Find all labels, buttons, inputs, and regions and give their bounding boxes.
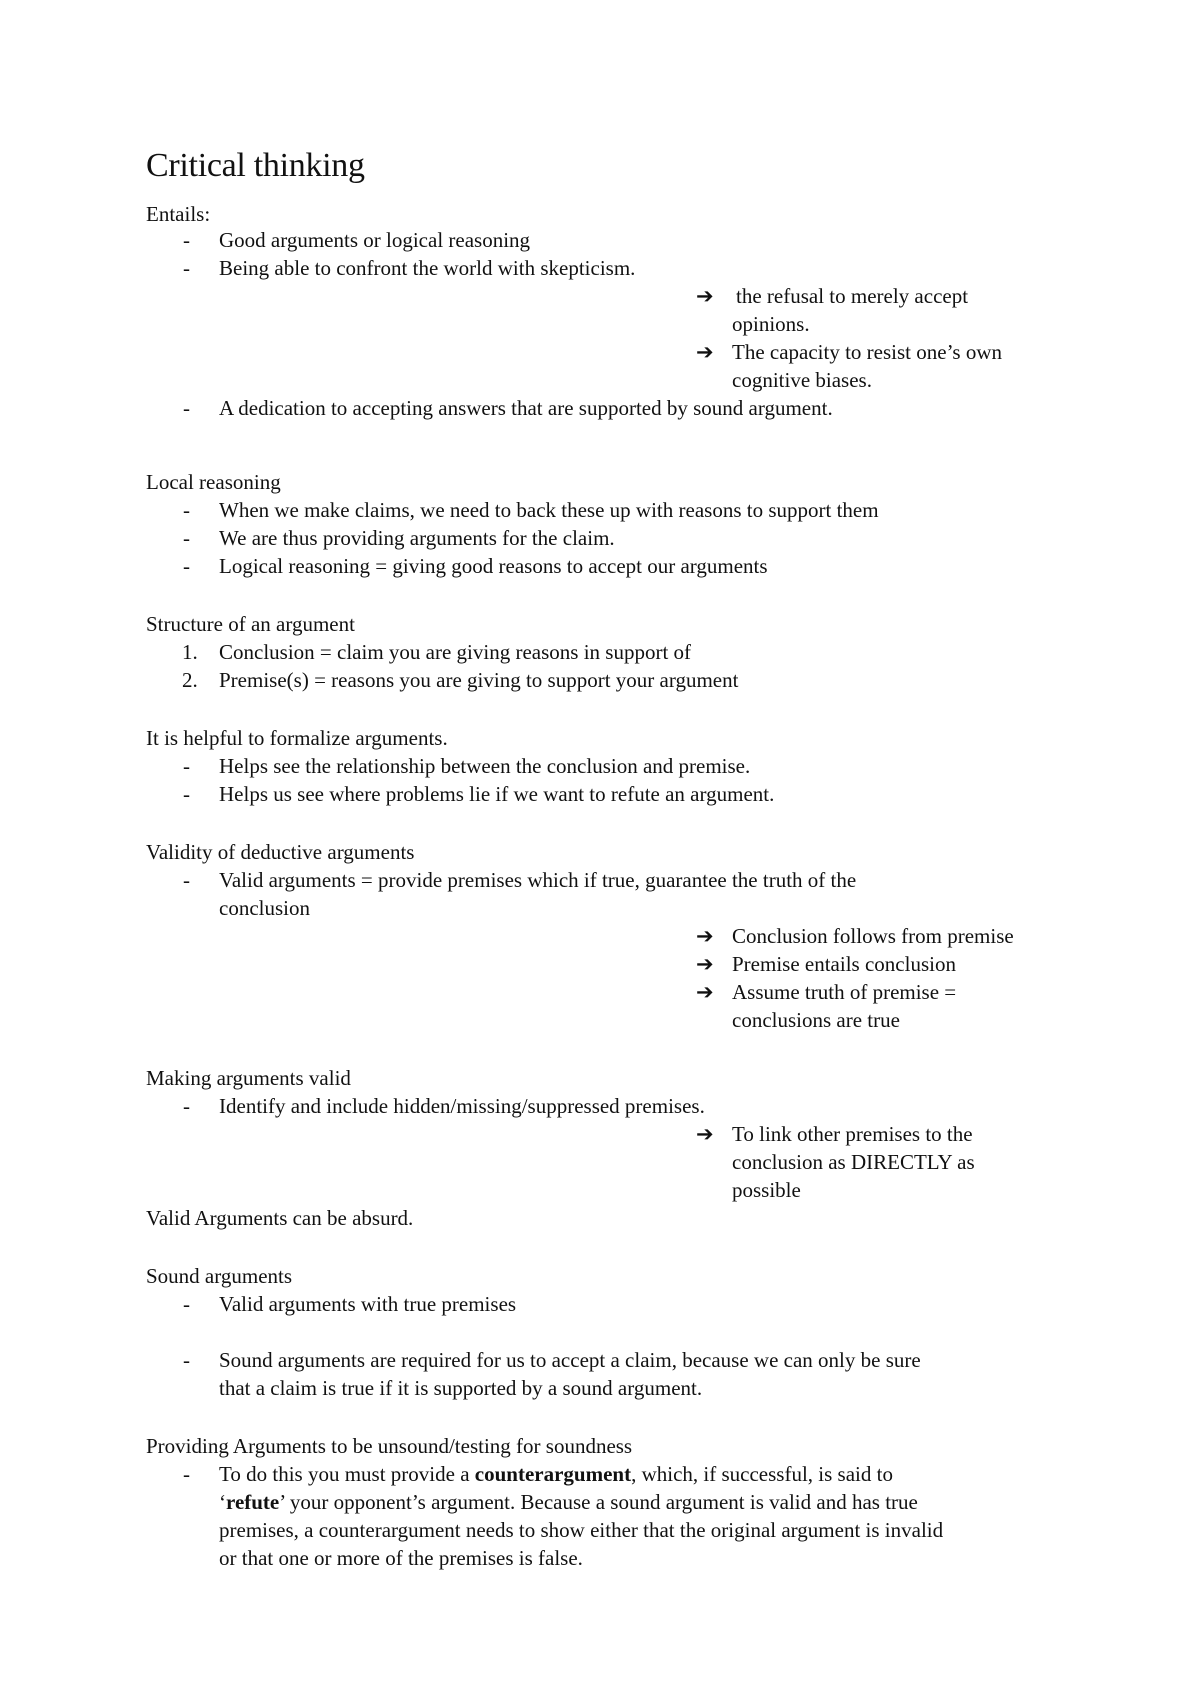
bullet-text: premises, a counterargument needs to show either that the original argument is invalid bbox=[219, 1518, 944, 1542]
dash-bullet: - bbox=[183, 868, 190, 892]
arrow-item-text: conclusion as DIRECTLY as bbox=[732, 1150, 975, 1174]
dash-bullet: - bbox=[183, 526, 190, 550]
item-number: 1. bbox=[182, 640, 198, 664]
arrow-item-text: Assume truth of premise = bbox=[732, 980, 957, 1004]
arrow-item-text: cognitive biases. bbox=[732, 368, 872, 392]
dash-bullet: - bbox=[183, 256, 190, 280]
bold-term-counterargument: counterargument bbox=[474, 1462, 632, 1486]
dash-bullet: - bbox=[183, 754, 190, 778]
page-title: Critical thinking bbox=[146, 147, 365, 184]
dash-bullet: - bbox=[183, 1292, 190, 1316]
bullet-text: Valid arguments with true premises bbox=[219, 1292, 517, 1316]
bullet-text bbox=[219, 1460, 893, 1488]
section-heading-formalize: It is helpful to formalize arguments. bbox=[146, 726, 448, 750]
bullet-text: Helps us see where problems lie if we want to refute an argument. bbox=[219, 782, 775, 806]
bullet-text: or that one or more of the premises is false. bbox=[219, 1546, 583, 1570]
section-heading-validity: Validity of deductive arguments bbox=[146, 840, 415, 864]
bullet-text: Being able to confront the world with skepticism. bbox=[219, 256, 636, 280]
paragraph-text: Valid Arguments can be absurd. bbox=[146, 1206, 414, 1230]
arrow-item-text: Conclusion follows from premise bbox=[732, 924, 1014, 948]
arrow-right-icon: ➔ bbox=[696, 980, 714, 1004]
section-heading-structure: Structure of an argument bbox=[146, 612, 355, 636]
bullet-text: Sound arguments are required for us to accept a claim, because we can only be sure bbox=[219, 1348, 921, 1372]
bullet-text: that a claim is true if it is supported by a sound argument. bbox=[219, 1376, 703, 1400]
arrow-item-text: The capacity to resist one’s own bbox=[732, 340, 1003, 364]
arrow-item-text: the refusal to merely accept bbox=[736, 284, 969, 308]
section-heading-sound: Sound arguments bbox=[146, 1264, 293, 1288]
arrow-item-text: Premise entails conclusion bbox=[732, 952, 956, 976]
dash-bullet: - bbox=[183, 1348, 190, 1372]
dash-bullet: - bbox=[183, 396, 190, 420]
section-heading-local-reasoning: Local reasoning bbox=[146, 470, 281, 494]
arrow-right-icon: ➔ bbox=[696, 924, 714, 948]
bullet-text: Identify and include hidden/missing/suppressed premises. bbox=[219, 1094, 705, 1118]
section-heading-entails: Entails: bbox=[146, 202, 211, 226]
item-number: 2. bbox=[182, 668, 198, 692]
bold-term-refute: refute bbox=[226, 1490, 280, 1514]
bullet-text: A dedication to accepting answers that are supported by sound argument. bbox=[219, 396, 833, 420]
arrow-right-icon: ➔ bbox=[696, 284, 714, 308]
bullet-text: conclusion bbox=[219, 896, 310, 920]
bullet-text: Good arguments or logical reasoning bbox=[219, 228, 531, 252]
dash-bullet: - bbox=[183, 498, 190, 522]
arrow-right-icon: ➔ bbox=[696, 1122, 714, 1146]
text-run: To do this you must provide a bbox=[219, 1462, 475, 1486]
arrow-item-text: To link other premises to the bbox=[732, 1122, 973, 1146]
bullet-text: Logical reasoning = giving good reasons to accept our arguments bbox=[219, 554, 768, 578]
text-run: ‘ bbox=[219, 1490, 226, 1514]
section-heading-providing: Providing Arguments to be unsound/testing for soundness bbox=[146, 1434, 633, 1458]
dash-bullet: - bbox=[183, 782, 190, 806]
section-heading-making-valid: Making arguments valid bbox=[146, 1066, 351, 1090]
text-run: , which, if successful, is said to bbox=[631, 1462, 893, 1486]
arrow-right-icon: ➔ bbox=[696, 952, 714, 976]
bullet-text bbox=[219, 1488, 918, 1516]
bullet-text: When we make claims, we need to back these up with reasons to support them bbox=[219, 498, 879, 522]
arrow-right-icon: ➔ bbox=[696, 340, 714, 364]
dash-bullet: - bbox=[183, 228, 190, 252]
dash-bullet: - bbox=[183, 1094, 190, 1118]
dash-bullet: - bbox=[183, 554, 190, 578]
bullet-text: Valid arguments = provide premises which if true, guarantee the truth of the bbox=[219, 868, 857, 892]
arrow-item-text: possible bbox=[732, 1178, 801, 1202]
item-text: Conclusion = claim you are giving reasons in support of bbox=[219, 640, 692, 664]
bullet-text: We are thus providing arguments for the claim. bbox=[219, 526, 615, 550]
arrow-item-text: opinions. bbox=[732, 312, 810, 336]
bullet-text: Helps see the relationship between the conclusion and premise. bbox=[219, 754, 751, 778]
item-text: Premise(s) = reasons you are giving to support your argument bbox=[219, 668, 739, 692]
arrow-item-text: conclusions are true bbox=[732, 1008, 900, 1032]
dash-bullet: - bbox=[183, 1462, 190, 1486]
text-run: ’ your opponent’s argument. Because a sound argument is valid and has true bbox=[279, 1490, 918, 1514]
